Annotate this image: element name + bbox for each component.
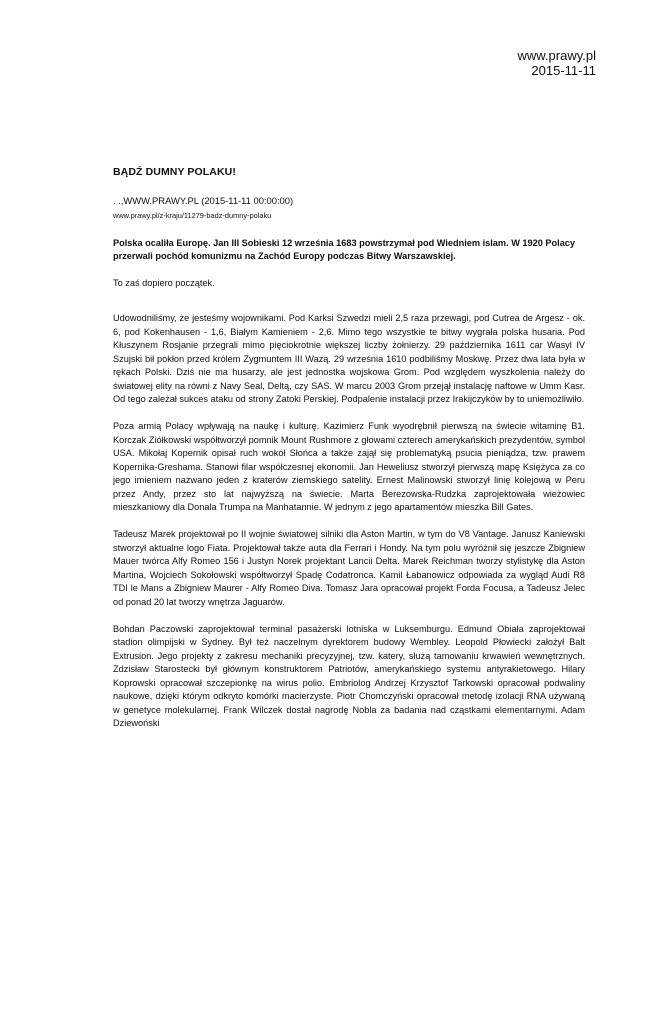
article <box>113 166 585 744</box>
header-date: 2015-11-11 <box>531 63 596 78</box>
source-line: . .,WWW.PRAWY.PL (2015-11-11 00:00:00) <box>113 194 294 206</box>
site-name: www.prawy.pl <box>517 48 596 63</box>
article-paragraph-1: Udowodniliśmy, że jesteśmy wojownikami. Pod Karksi Szwedzi mieli 2,5 raza przewagi, pod Cutrea de Argesz - ok. 6, pod Kokenhausen - 1,6, Białym Kamieniem - 2,6. Mimo tego wszystkie te bitwy wygrała polska husaria. Pod Kłuszynem Rosjanie przegrali mimo pięciokrotnie większej liczby żołnierzy. 29 października 1611 car Wasyl IV Szujski bił pokłon przed królem Zygmuntem III Wazą. 29 września 1610 podbiliśmy Moskwę. Przez dwa lata była w rękach Polski. Dziś nie ma husarzy, ale jest jednostka wojskowa Grom. Pod względem wyszkolenia należy do światowej elity na równi z Navy Seal, Deltą, czy SAS. W marcu 2003 Grom przejął instalację naftowe w Umm Kasr. Od tego zależał sukces ataku od strony Zatoki Perskiej. Podpalenie instalacji przez Irakijczyków by to uniemożliwiło. <box>113 313 585 404</box>
article-url: www.prawy.pl/z-kraju/11279-badz-dumny-polaku <box>113 211 272 220</box>
page-header <box>517 48 596 78</box>
article-title: BĄDŹ DUMNY POLAKU! <box>113 166 236 178</box>
article-lead: Polska ocaliła Europę. Jan III Sobieski 12 września 1683 powstrzymał pod Wiedniem islam. W 1920 Polacy przerwali pochód komunizmu na Zachód Europy podczas Bitwy Warszawskiej. <box>113 237 576 261</box>
article-paragraph-2: Poza armią Polacy wpływają na naukę i kulturę. Kazimierz Funk wyodrębnił pierwszą na świecie witaminę B1. Korczak Ziółkowski współtworzył pomnik Mount Rushmore z głowami czterech amerykańskich prezydentów, symbol USA. Mikołaj Kopernik opisał ruch wokół Słońca a także zajął się problematyką psucia pieniądza, tzw. prawem Kopernika-Greshama. Stanowi filar współczesnej ekonomii. Jan Heweliusz stworzył pierwszą mapę Księżyca za co jego imieniem nazwano jeden z kraterów ziemskiego satelity. Ernest Malinowski stworzył linię kolejową w Peru przez Andy, przez sto lat najwyższą na świecie. Marta Berezowska-Rudzka zaprojektowała wieżowiec mieszkaniowy dla Donala Trumpa na Manhatannie. W jednym z jego apartamentów mieszka Bill Gates. <box>113 421 585 512</box>
article-paragraph-3: Tadeusz Marek projektował po II wojnie światowej silniki dla Aston Martin, w tym do V8 Vantage. Janusz Kaniewski stworzył aktualne logo Fiata. Projektował także auta dla Ferrari i Hondy. Na tym polu wyróżnił się jeszcze Zbigniew Mauer twórca Alfy Romeo 156 i Justyn Norek projektant Lancii Delta. Marek Reichman tworzy stylistykę dla Aston Martina, Wojciech Sokołowski współtworzył Spadę Codatronca. Kamil Łabanowicz odpowiada za wygląd Audi R8 TDI le Mans a Zbigniew Maurer - Alfy Romeo Diva. Tomasz Jara opracował projekt Forda Focusa, a Tadeusz Jelec od ponad 20 lat tworzy wnętrza Jaguarów. <box>113 529 585 607</box>
article-paragraph-4: Bohdan Paczowski zaprojektował terminal pasażerski lotniska w Luksemburgu. Edmund Obiała zaprojektował stadion olimpijski w Sydney. Był też naczelnym dyrektorem budowy Wembley. Leopold Płowiecki założył Balt Extrusion. Jego projekty z zakresu mechaniki precyzyjnej, tzw. katery, służą tamowaniu krwawień wewnętrznych. Zdzisław Starostecki był głównym konstruktorem Patriotów, amerykańskiego systemu antyrakietowego. Hilary Koprowski opracował szczepionkę na wirus polio. Embriolog Andrzej Krzysztof Tarkowski opracował podwaliny naukowe, dzięki którym odkryto komórki macierzyste. Piotr Chomczyński opracował metodę izolacji RNA używaną w genetyce molekularnej. Frank Wilczek dostał nagrodę Nobla za badania nad cząstkami elementarnymi. Adam Dziewoński <box>113 623 585 728</box>
article-intro: To zaś dopiero początek. <box>113 277 215 288</box>
